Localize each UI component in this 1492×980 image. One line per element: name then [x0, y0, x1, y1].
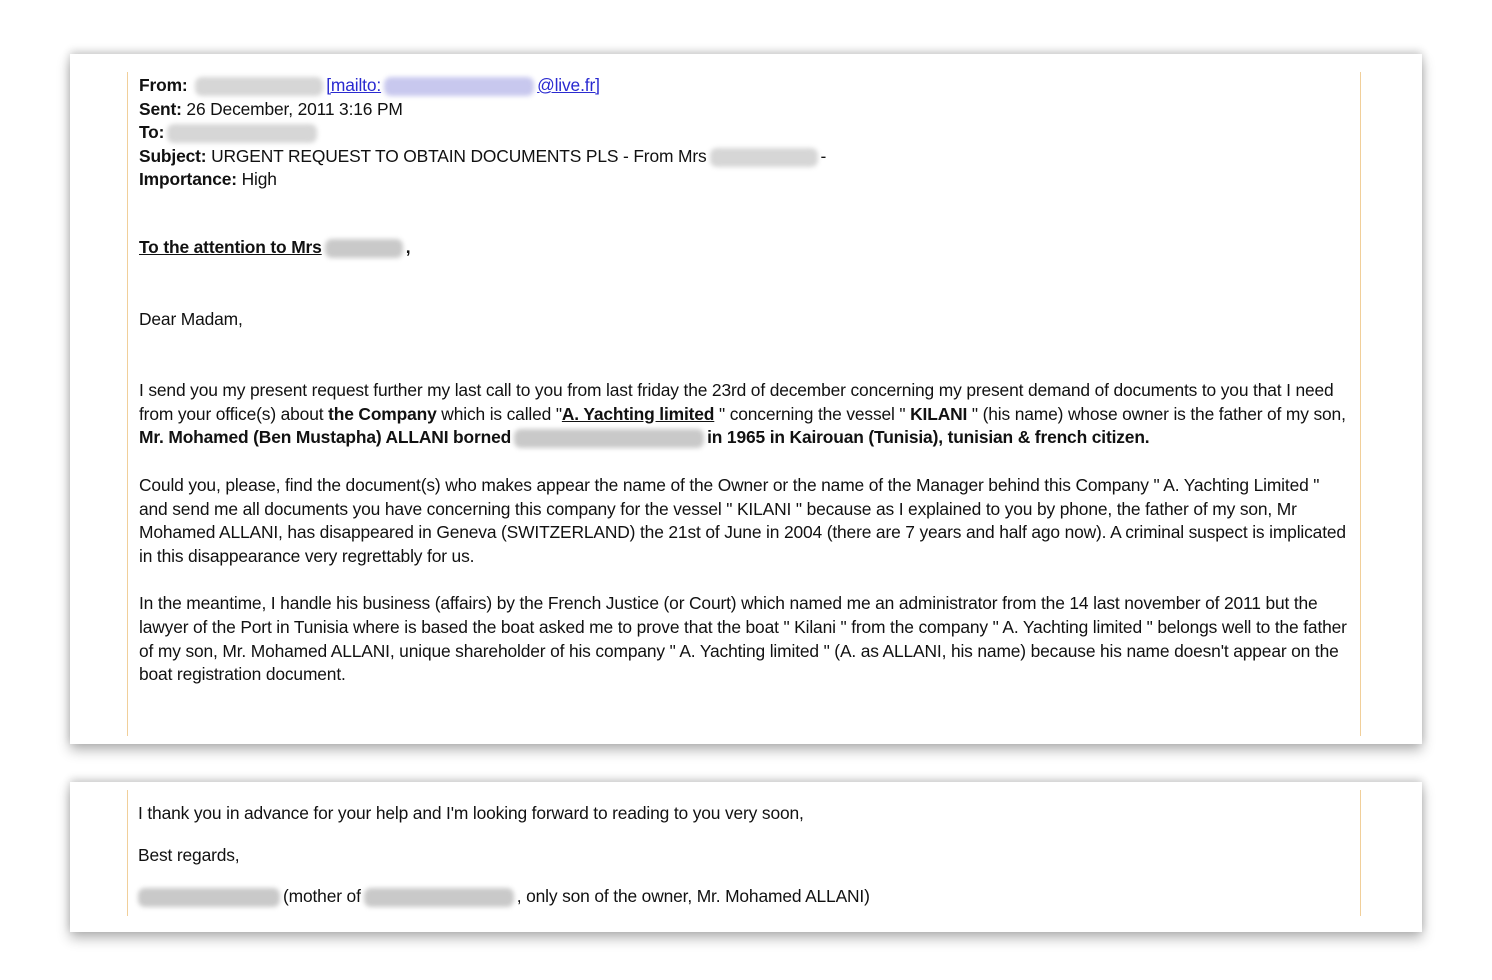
regards-line: Best regards, — [138, 844, 240, 865]
importance-line — [139, 168, 1348, 192]
company-name: A. Yachting limited — [561, 403, 715, 424]
sent-label: Sent: — [139, 98, 182, 119]
from-line — [139, 74, 1348, 98]
to-label: To: — [139, 122, 165, 143]
company-bold: the Company — [328, 403, 437, 424]
paragraph-2: Could you, please, find the document(s) who makes appear the name of the Owner or the name of the Manager behind this Company " A. Yachting Limited " and send me all documents you have concerning this company for the vessel " KILANI " because as I explained to you by phone, the father of my son, Mr Mohamed ALLANI, has disappeared in Geneva (SWITZERLAND) the 21st of June in 2004 (there are 7 years and half ago now). A criminal suspect is implicated in this disappearance very regrettably for us. — [139, 474, 1346, 566]
redacted-recipient — [167, 124, 317, 143]
signature-line: (mother of , only son of the owner, Mr. Mohamed ALLANI) — [138, 885, 1348, 909]
redacted-birthdate — [514, 429, 704, 448]
vessel-name: KILANI — [910, 403, 968, 424]
right-margin-rule — [1360, 790, 1361, 916]
mailto-link[interactable]: [mailto: @live.fr] — [326, 75, 600, 95]
importance-value: High — [241, 169, 277, 190]
to-line — [139, 121, 1348, 145]
right-margin-rule — [1360, 72, 1361, 736]
greeting: Dear Madam, — [139, 308, 243, 329]
from-label: From: — [139, 75, 188, 95]
sent-line — [139, 98, 1348, 122]
sent-value: 26 December, 2011 3:16 PM — [186, 98, 403, 119]
subject-tail: - — [820, 145, 827, 166]
redacted-sender-in-subject — [710, 148, 818, 167]
email-body — [139, 74, 1348, 687]
subject-line — [139, 145, 1348, 169]
email-page-bottom — [70, 782, 1422, 932]
email-closing — [138, 802, 1348, 909]
importance-label: Importance: — [139, 169, 237, 190]
subject-value: URGENT REQUEST TO OBTAIN DOCUMENTS PLS - From Mrs — [211, 145, 707, 166]
paragraph-3: In the meantime, I handle his business (affairs) by the French Justice (or Court) which named me an administrator from the 14 last november of 2011 but the lawyer of the Port in Tunisia where is based the boat asked me to prove that the boat " Kilani " from the company " A. Yachting limited " belongs well to the father of my son, Mr. Mohamed ALLANI, unique shareholder of his company " A. Yachting limited " (A. as ALLANI, his name) because his name doesn't appear on the boat registration document. — [139, 593, 1347, 685]
owner-name: Mr. Mohamed (Ben Mustapha) ALLANI borned — [139, 427, 512, 448]
redacted-email-user — [384, 77, 534, 96]
email-page-top — [70, 54, 1422, 744]
redacted-signer — [138, 888, 280, 907]
paragraph-1: I send you my present request further my last call to you from last friday the 23rd of december concerning my present demand of documents to you that I need from your office(s) about the Company which is called "A. Yachting limited " concerning the vessel " KILANI " (his name) whose owner is the father of my son, Mr. Mohamed (Ben Mustapha) ALLANI borned in 1965 in Kairouan (Tunisia), tunisian & french citizen. — [139, 380, 1346, 448]
subject-label: Subject: — [139, 145, 207, 166]
redacted-sender-name — [195, 77, 323, 96]
left-margin-rule — [127, 72, 128, 736]
left-margin-rule — [127, 790, 128, 916]
owner-origin: in 1965 in Kairouan (Tunisia), tunisian & french citizen. — [707, 427, 1150, 448]
attention-line: To the attention to Mrs , — [139, 236, 411, 257]
redacted-son-name — [364, 888, 514, 907]
redacted-addressee — [325, 239, 403, 258]
closing-line: I thank you in advance for your help and I'm looking forward to reading to you very soon, — [138, 803, 804, 823]
